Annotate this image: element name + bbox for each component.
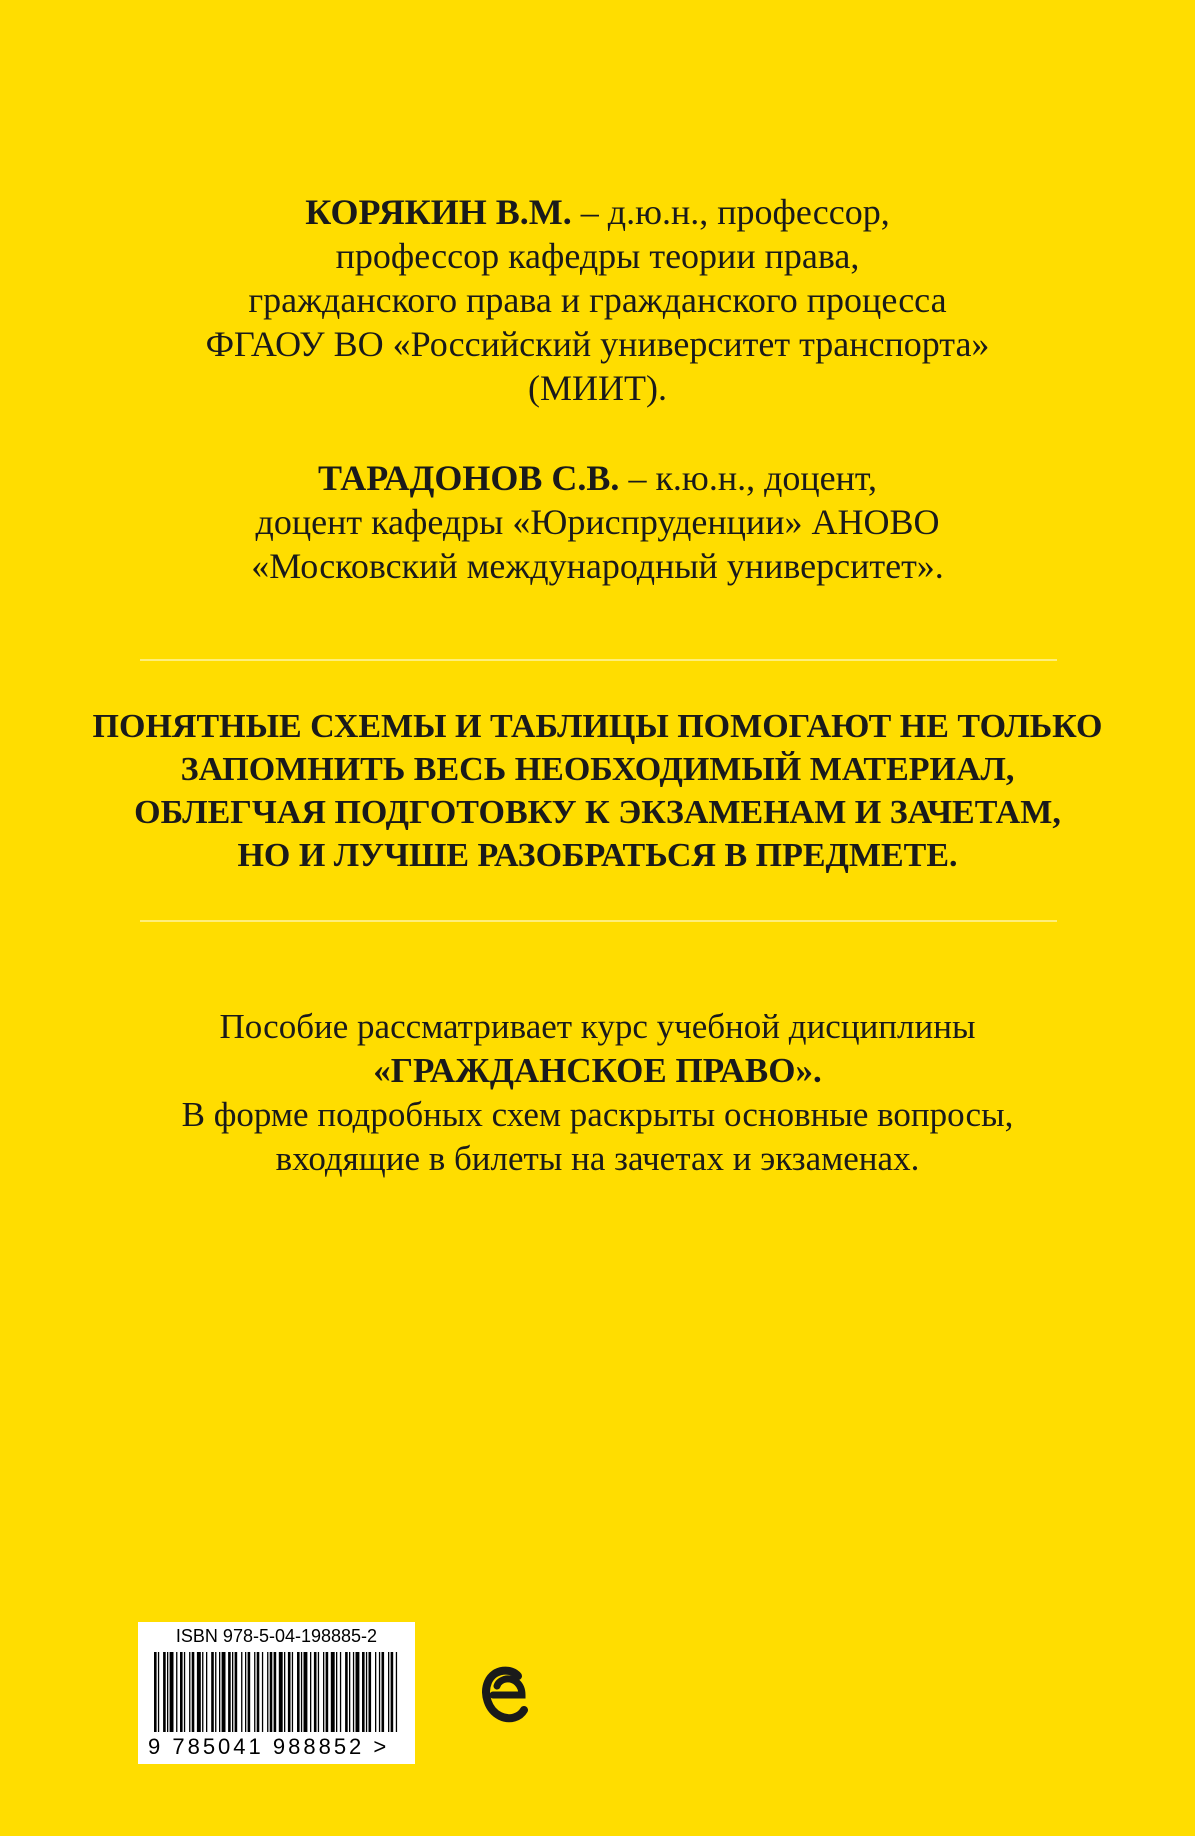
barcode-bar	[356, 1652, 360, 1732]
description-line: В форме подробных схем раскрыты основные вопросы,	[181, 1095, 1014, 1134]
barcode-bar	[340, 1652, 341, 1732]
barcode-bar	[254, 1652, 255, 1732]
divider-bottom	[140, 920, 1057, 922]
barcode-bar	[336, 1652, 337, 1732]
slogan	[0, 705, 1195, 877]
barcode-bar	[388, 1652, 389, 1732]
barcode-bar	[235, 1652, 238, 1732]
author-heading	[0, 456, 1195, 500]
barcode-bar	[284, 1652, 285, 1732]
barcode-bar	[154, 1652, 157, 1732]
barcode-bar	[211, 1652, 214, 1732]
barcode-bar	[215, 1652, 216, 1732]
barcode-bar	[396, 1652, 397, 1732]
barcode-bar	[158, 1652, 159, 1732]
description-line: Пособие рассматривает курс учебной дисциплины	[219, 1007, 976, 1046]
barcode-bar	[241, 1652, 242, 1732]
barcode-bar	[228, 1652, 231, 1732]
barcode-bar	[326, 1652, 329, 1732]
slogan-line: НО И ЛУЧШЕ РАЗОБРАТЬСЯ В ПРЕДМЕТЕ.	[237, 837, 958, 874]
barcode-bar	[232, 1652, 233, 1732]
barcode-bar	[245, 1652, 246, 1732]
barcode-bar	[257, 1652, 260, 1732]
barcode-bar	[362, 1652, 365, 1732]
author-position-line: профессор кафедры теории права,	[335, 236, 860, 276]
author-position-line: «Московский международный университет».	[251, 546, 944, 586]
barcode-bar	[184, 1652, 185, 1732]
barcode-bar	[180, 1652, 183, 1732]
barcode-bar	[267, 1652, 268, 1732]
barcode-bar	[248, 1652, 251, 1732]
author-position-line: ФГАОУ ВО «Российский университет транспорта»	[205, 324, 990, 364]
barcode-bar	[222, 1652, 226, 1732]
barcode-bar	[189, 1652, 190, 1732]
barcode-bar	[382, 1652, 385, 1732]
barcode-bar	[304, 1652, 308, 1732]
barcode-bar	[202, 1652, 203, 1732]
description-line: входящие в билеты на зачетах и экзаменах.	[275, 1139, 920, 1178]
ean-digits: 9 785041 988852 >	[148, 1734, 390, 1759]
barcode-bar	[192, 1652, 195, 1732]
course-title: «ГРАЖДАНСКОЕ ПРАВО».	[373, 1051, 822, 1090]
author-position-line: (МИИТ).	[528, 368, 667, 408]
author-degree: – к.ю.н., доцент,	[619, 458, 877, 498]
barcode-bar	[297, 1652, 300, 1732]
barcode-bar	[288, 1652, 291, 1732]
author-position-line: доцент кафедры «Юриспруденции» АНОВО	[255, 502, 940, 542]
barcode-bar	[345, 1652, 348, 1732]
barcode-bar	[167, 1652, 168, 1732]
barcode-bar	[323, 1652, 324, 1732]
isbn-number: ISBN 978-5-04-198885-2	[175, 1626, 378, 1646]
author-koryakin	[0, 190, 1195, 410]
barcode-bar	[279, 1652, 283, 1732]
eksmo-logo-icon	[482, 1662, 528, 1726]
barcode-bar	[219, 1652, 220, 1732]
slogan-line: ПОНЯТНЫЕ СХЕМЫ И ТАБЛИЦЫ ПОМОГАЮТ НЕ ТОЛЬКО	[92, 708, 1103, 745]
slogan-line: ЗАПОМНИТЬ ВЕСЬ НЕОБХОДИМЫЙ МАТЕРИАЛ,	[180, 751, 1015, 788]
barcode-bar	[353, 1652, 354, 1732]
barcode-bar	[176, 1652, 177, 1732]
author-heading	[0, 190, 1195, 234]
barcode-bar	[206, 1652, 207, 1732]
author-degree: – д.ю.н., профессор,	[571, 192, 890, 232]
barcode-bar	[331, 1652, 335, 1732]
barcode-bar	[197, 1652, 201, 1732]
barcode-bar	[310, 1652, 311, 1732]
barcode-bar	[375, 1652, 376, 1732]
barcode-bar	[163, 1652, 166, 1732]
barcode-bar	[270, 1652, 273, 1732]
barcode-bar	[314, 1652, 317, 1732]
barcode-bar	[318, 1652, 319, 1732]
barcode-bar	[379, 1652, 380, 1732]
barcode-bars	[150, 1652, 403, 1732]
barcode-bar	[391, 1652, 394, 1732]
description	[0, 1005, 1195, 1181]
barcode-bar	[369, 1652, 372, 1732]
isbn-barcode	[138, 1622, 415, 1764]
barcode-bar	[292, 1652, 293, 1732]
barcode-bar	[262, 1652, 263, 1732]
barcode-bar	[170, 1652, 174, 1732]
barcode-bar	[349, 1652, 350, 1732]
divider-top	[140, 659, 1057, 661]
barcode-bar	[274, 1652, 277, 1732]
author-name: КОРЯКИН В.М.	[305, 192, 572, 232]
author-taradonov	[0, 456, 1195, 588]
author-name: ТАРАДОНОВ С.В.	[318, 458, 620, 498]
barcode-bar	[301, 1652, 302, 1732]
barcode-bar	[366, 1652, 367, 1732]
slogan-line: ОБЛЕГЧАЯ ПОДГОТОВКУ К ЭКЗАМЕНАМ И ЗАЧЕТАМ,	[134, 794, 1061, 831]
author-position-line: гражданского права и гражданского процесса	[248, 280, 947, 320]
